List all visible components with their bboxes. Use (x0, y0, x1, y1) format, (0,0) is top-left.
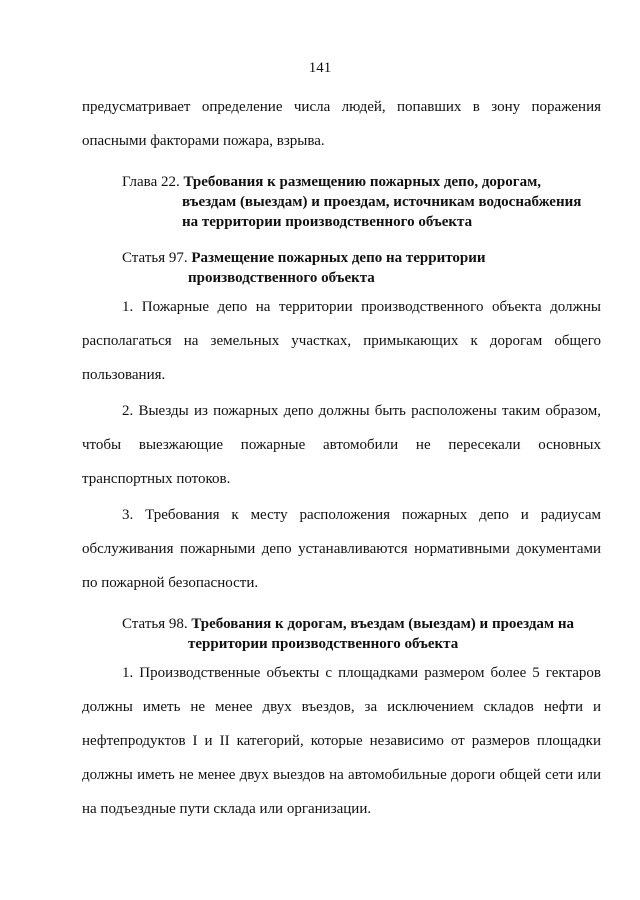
article-98-title-line-1: Требования к дорогам, въездам (выездам) и проездам на (191, 616, 575, 632)
intro-line-2: опасными факторами пожара, взрыва. (82, 133, 325, 149)
article-97-heading (122, 248, 602, 288)
article-97-item-2 (82, 394, 601, 496)
article-97-item-3 (82, 498, 601, 600)
article-98-item-1-line-5: или на подъездные пути склада или организации. (82, 767, 602, 817)
article-97-item-1-line-2: располагаться на земельных участках, примыкающих к дорогам общего (82, 333, 601, 349)
article-97-item-1-line-3: пользования. (82, 367, 166, 383)
article-97-item-1-line-1: 1. Пожарные депо на территории производственного объекта должны (122, 299, 601, 315)
article-97-item-2-line-2: чтобы выезжающие пожарные автомобили не пересекали основных (82, 437, 601, 453)
chapter-title-line-2: въездам (выездам) и проездам, источникам водоснабжения (182, 194, 582, 210)
article-98-heading (122, 614, 602, 654)
chapter-title-line-3: на территории производственного объекта (182, 214, 473, 230)
article-97-label: Статья 97. (122, 250, 188, 266)
chapter-heading (122, 172, 602, 232)
article-97-item-3-line-1: 3. Требования к месту расположения пожарных депо и радиусам (122, 507, 601, 523)
chapter-title-line-1: Требования к размещению пожарных депо, дорогам, (183, 174, 542, 190)
article-97-item-2-line-3: транспортных потоков. (82, 471, 231, 487)
chapter-label: Глава 22. (122, 174, 180, 190)
article-98-label: Статья 98. (122, 616, 188, 632)
article-97-title-line-1: Размещение пожарных депо на территории (191, 250, 486, 266)
page-number: 141 (308, 60, 332, 76)
intro-paragraph (82, 90, 601, 158)
article-98-item-1-line-4: должны иметь не менее двух выездов на автомобильные дороги общей сети (82, 767, 574, 783)
article-97-title-line-2: производственного объекта (188, 270, 375, 286)
article-97-item-2-line-1: 2. Выезды из пожарных депо должны быть расположены таким образом, (122, 403, 601, 419)
article-98-item-1-line-2: должны иметь не менее двух въездов, за исключением складов нефти и (82, 699, 601, 715)
intro-line-1: предусматривает определение числа людей, попавших в зону поражения (82, 99, 601, 115)
article-97-item-3-line-2: обслуживания пожарными депо устанавливаются нормативными документами (82, 541, 601, 557)
article-98-title-line-2: территории производственного объекта (188, 636, 459, 652)
article-97-item-1 (82, 290, 601, 392)
article-98-item-1-line-3: нефтепродуктов I и II категорий, которые независимо от размеров площадки (82, 733, 601, 749)
article-98-item-1-line-1: 1. Производственные объекты с площадками размером более 5 гектаров (122, 665, 601, 681)
article-97-item-3-line-3: по пожарной безопасности. (82, 575, 259, 591)
article-98-item-1 (82, 656, 601, 826)
